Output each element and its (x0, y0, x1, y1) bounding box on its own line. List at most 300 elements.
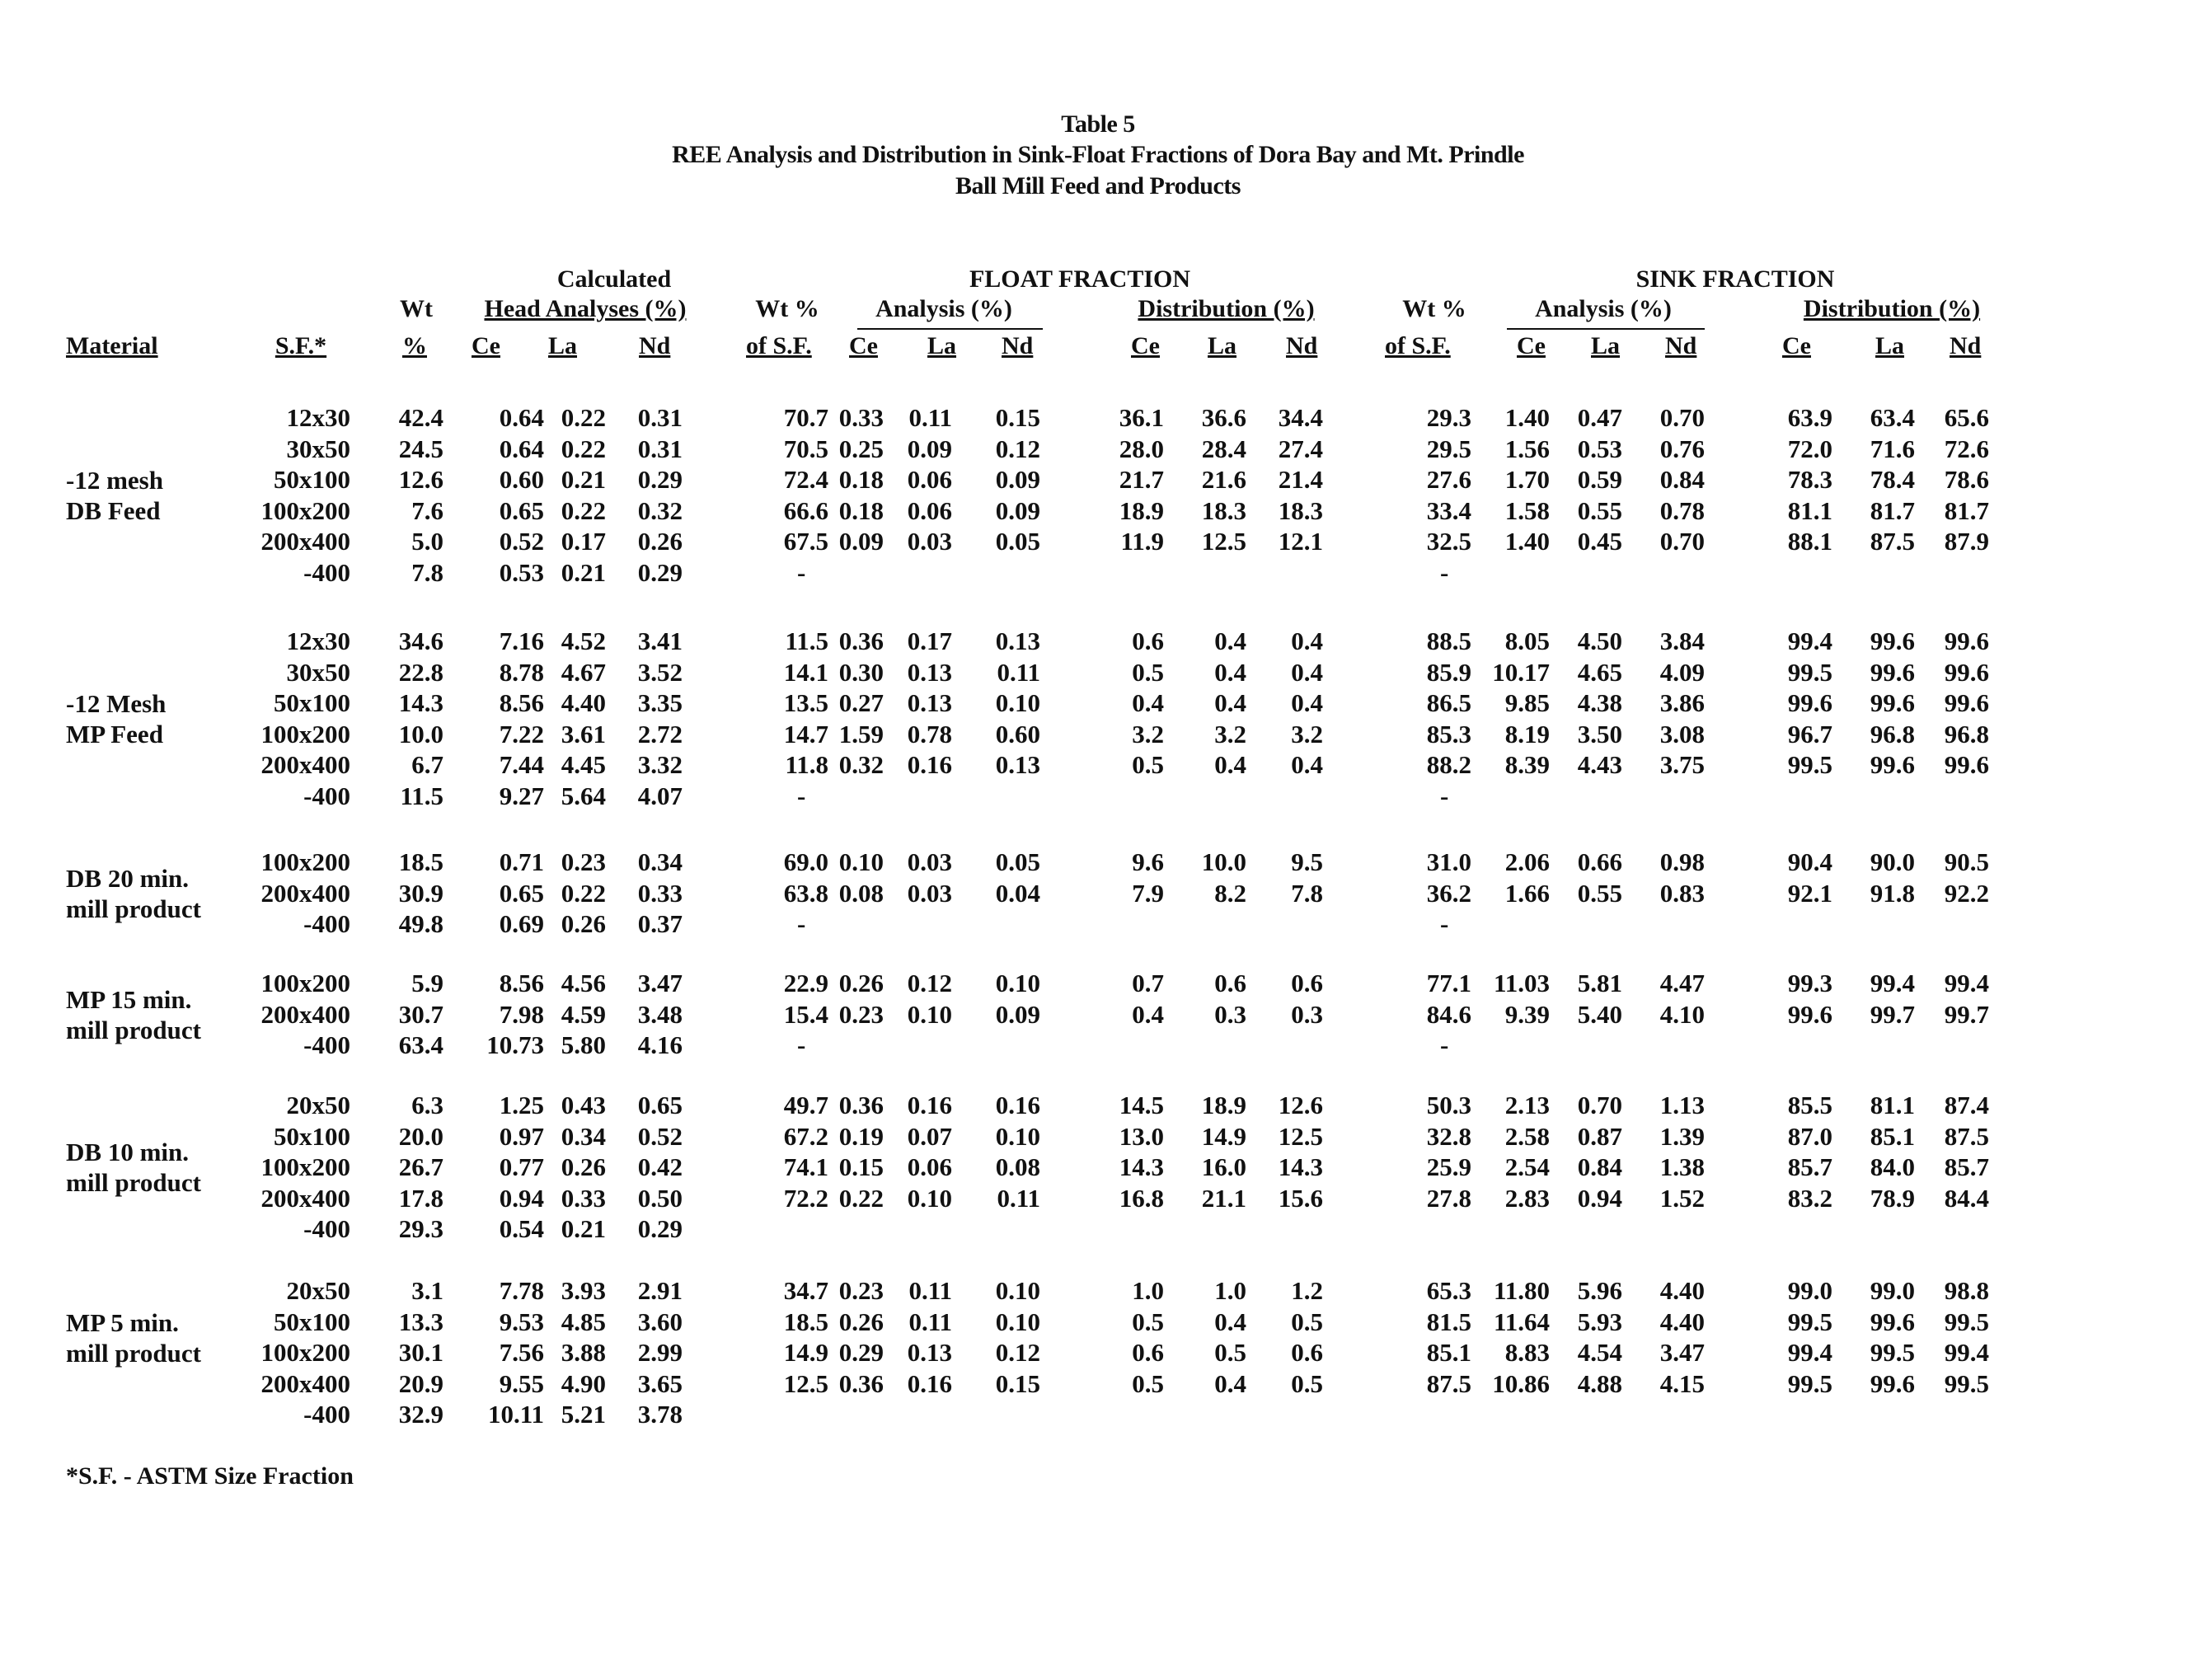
table-cell: 69.0 (783, 847, 828, 876)
float-analysis-header: Analysis (%) (875, 295, 1012, 322)
table-cell: 0.3 (1291, 999, 1323, 1029)
table-cell: 3.2 (1291, 719, 1323, 748)
table-cell: 0.69 (499, 909, 544, 938)
table-cell: 99.5 (1787, 750, 1832, 779)
table-cell: 0.16 (907, 1368, 952, 1398)
table-cell: 0.11 (908, 403, 952, 432)
table-cell: 0.05 (995, 527, 1040, 556)
table-cell: 85.3 (1426, 719, 1471, 748)
table-cell: 8.83 (1504, 1338, 1550, 1367)
table-cell: 5.96 (1577, 1276, 1622, 1305)
table-cell: 99.5 (1787, 1368, 1832, 1398)
material-label (66, 863, 201, 924)
table-cell: 49.7 (783, 1091, 828, 1119)
table-cell: 0.32 (838, 750, 884, 779)
table-cell: 0.7 (1132, 969, 1164, 997)
table-cell: 14.3 (398, 688, 443, 717)
table-cell: 0.03 (907, 527, 952, 556)
table-cell: 0.29 (637, 465, 683, 494)
table-cell: 0.4 (1291, 657, 1323, 687)
table-cell: 7.44 (499, 750, 544, 779)
table-cell: 0.83 (1659, 878, 1705, 908)
table-cell: 12.5 (1201, 527, 1246, 556)
table-cell: 7.98 (499, 999, 544, 1029)
table-cell: 4.40 (1659, 1307, 1705, 1336)
table-cell: 0.4 (1132, 999, 1164, 1029)
size-fraction-cell: 200x400 (260, 999, 350, 1029)
table-cell: 72.0 (1787, 434, 1832, 463)
table-cell: 0.66 (1577, 847, 1622, 876)
table-cell: 72.4 (783, 465, 828, 494)
table-cell: 4.88 (1577, 1368, 1622, 1398)
size-fraction-cell: 30x50 (286, 434, 350, 463)
table-cell: 0.70 (1577, 1091, 1622, 1119)
table-cell: 0.15 (995, 403, 1040, 432)
table-cell: 5.64 (561, 781, 606, 810)
table-cell: 0.21 (561, 1214, 606, 1243)
table-cell: 4.67 (561, 657, 606, 687)
table-cell: 13.3 (398, 1307, 443, 1336)
table-cell: 14.9 (783, 1338, 828, 1367)
table-cell: 36.1 (1119, 403, 1164, 432)
table-cell: 0.4 (1214, 688, 1246, 717)
table-cell: 88.5 (1426, 626, 1471, 655)
table-cell: 70.7 (783, 403, 828, 432)
table-cell: 0.4 (1214, 750, 1246, 779)
table-cell: 0.53 (499, 557, 544, 587)
table-cell: 85.1 (1426, 1338, 1471, 1367)
table-cell: 0.09 (838, 527, 884, 556)
table-cell: 0.16 (995, 1091, 1040, 1119)
table-cell: 85.1 (1870, 1121, 1915, 1151)
table-cell: 0.13 (907, 688, 952, 717)
table-cell: 5.0 (411, 527, 443, 556)
table-cell: 30.1 (398, 1338, 443, 1367)
table-cell: 6.7 (411, 750, 443, 779)
table-cell: 98.8 (1944, 1276, 1989, 1305)
table-cell: 0.22 (561, 495, 606, 525)
table-cell: 87.9 (1944, 527, 1989, 556)
table-cell: 9.39 (1504, 999, 1550, 1029)
table-cell: 99.4 (1944, 969, 1989, 997)
table-cell: 0.77 (499, 1152, 544, 1181)
sink-wt-pct-top: Wt % (1402, 295, 1466, 322)
table-cell: 0.25 (838, 434, 884, 463)
table-cell: 0.5 (1291, 1307, 1323, 1336)
float-wt-pct-bottom: of S.F. (746, 332, 812, 359)
table-cell: 78.9 (1870, 1183, 1915, 1213)
table-cell: 77.1 (1426, 969, 1471, 997)
table-cell: 0.4 (1214, 657, 1246, 687)
table-cell: 0.50 (637, 1183, 683, 1213)
table-cell: 36.2 (1426, 878, 1471, 908)
table-cell: 13.0 (1119, 1121, 1164, 1151)
table-cell: 8.2 (1214, 878, 1246, 908)
table-cell: 15.4 (783, 999, 828, 1029)
table-cell: 1.56 (1504, 434, 1550, 463)
table-cell: 33.4 (1426, 495, 1471, 525)
table-cell: 1.40 (1504, 527, 1550, 556)
table-cell: 4.16 (637, 1030, 683, 1059)
table-cell: 11.80 (1493, 1276, 1550, 1305)
table-cell: 0.4 (1291, 750, 1323, 779)
table-cell: 0.09 (995, 465, 1040, 494)
size-fraction-cell: 50x100 (274, 1121, 350, 1151)
table-cell: 4.10 (1659, 999, 1705, 1029)
size-fraction-cell: 200x400 (260, 1368, 350, 1398)
table-cell: 3.60 (637, 1307, 683, 1336)
table-cell: 4.59 (561, 999, 606, 1029)
material-label-line: mill product (66, 1338, 201, 1368)
table-cell: - (1440, 781, 1449, 810)
size-fraction-cell: 20x50 (286, 1276, 350, 1305)
table-cell: 0.03 (907, 878, 952, 908)
table-cell: 0.10 (838, 847, 884, 876)
table-cell: 4.45 (561, 750, 606, 779)
table-cell: 3.86 (1659, 688, 1705, 717)
table-cell: 81.1 (1787, 495, 1832, 525)
table-cell: 0.6 (1214, 969, 1246, 997)
table-cell: 3.52 (637, 657, 683, 687)
table-cell: 0.26 (637, 527, 683, 556)
table-cell: 28.4 (1201, 434, 1246, 463)
table-cell: 0.59 (1577, 465, 1622, 494)
table-cell: 0.13 (907, 1338, 952, 1367)
float-fraction-header: FLOAT FRACTION (969, 265, 1191, 293)
table-cell: 0.23 (838, 999, 884, 1029)
table-cell: 9.53 (499, 1307, 544, 1336)
table-cell: 10.73 (486, 1030, 544, 1059)
table-cell: 99.3 (1787, 969, 1832, 997)
size-fraction-cell: -400 (303, 781, 350, 810)
table-cell: 0.47 (1577, 403, 1622, 432)
sink-analysis-nd-header: Nd (1665, 332, 1697, 359)
table-cell: 0.08 (995, 1152, 1040, 1181)
table-cell: 99.6 (1870, 1307, 1915, 1336)
table-cell: 0.10 (907, 999, 952, 1029)
footnote: *S.F. - ASTM Size Fraction (66, 1462, 354, 1490)
table-cell: 0.22 (561, 434, 606, 463)
head-analyses-header: Head Analyses (%) (484, 295, 687, 322)
table-cell: 0.45 (1577, 527, 1622, 556)
table-cell: 18.5 (398, 847, 443, 876)
table-cell: 7.8 (411, 557, 443, 587)
material-label-line: MP 5 min. (66, 1307, 179, 1337)
material-label (66, 984, 201, 1045)
material-label (66, 1307, 201, 1368)
table-cell: 71.6 (1870, 434, 1915, 463)
table-cell: 67.5 (783, 527, 828, 556)
table-cell: 0.09 (995, 495, 1040, 525)
table-cell: 0.70 (1659, 527, 1705, 556)
table-cell: 4.65 (1577, 657, 1622, 687)
table-cell: 32.5 (1426, 527, 1471, 556)
table-cell: 0.76 (1659, 434, 1705, 463)
table-cell: 0.87 (1577, 1121, 1622, 1151)
table-cell: 0.04 (995, 878, 1040, 908)
table-cell: 99.6 (1944, 688, 1989, 717)
table-cell: 0.52 (637, 1121, 683, 1151)
table-cell: 0.03 (907, 847, 952, 876)
table-cell: 0.06 (907, 465, 952, 494)
size-fraction-cell: -400 (303, 1214, 350, 1243)
table-cell: 99.5 (1944, 1307, 1989, 1336)
table-cell: 0.33 (637, 878, 683, 908)
material-label-line: mill product (66, 894, 201, 923)
table-cell: 99.6 (1787, 999, 1832, 1029)
table-cell: 4.40 (1659, 1276, 1705, 1305)
table-cell: 0.78 (1659, 495, 1705, 525)
table-cell: - (797, 557, 806, 587)
table-cell: 1.38 (1659, 1152, 1705, 1181)
table-cell: 0.32 (637, 495, 683, 525)
table-cell: 85.7 (1787, 1152, 1832, 1181)
sink-wt-pct-bottom: of S.F. (1385, 332, 1451, 359)
table-cell: 87.0 (1787, 1121, 1832, 1151)
table-cell: 11.03 (1493, 969, 1550, 997)
table-cell: 4.85 (561, 1307, 606, 1336)
table-cell: 16.8 (1119, 1183, 1164, 1213)
table-cell: 9.55 (499, 1368, 544, 1398)
size-fraction-cell: 100x200 (260, 1152, 350, 1181)
table-cell: 63.8 (783, 878, 828, 908)
table-cell: 0.17 (561, 527, 606, 556)
table-cell: 0.94 (1577, 1183, 1622, 1213)
table-cell: 11.64 (1493, 1307, 1550, 1336)
table-cell: 1.0 (1132, 1276, 1164, 1305)
table-cell: 36.6 (1201, 403, 1246, 432)
size-fraction-cell: 30x50 (286, 657, 350, 687)
table-cell: 30.7 (398, 999, 443, 1029)
table-cell: 0.13 (907, 657, 952, 687)
table-cell: - (1440, 1030, 1449, 1059)
table-cell: 0.55 (1577, 878, 1622, 908)
table-cell: 10.86 (1492, 1368, 1550, 1398)
table-cell: 0.60 (995, 719, 1040, 748)
table-cell: 0.18 (838, 495, 884, 525)
table-cell: 8.39 (1504, 750, 1550, 779)
table-cell: 0.12 (995, 434, 1040, 463)
table-cell: 65.6 (1944, 403, 1989, 432)
table-cell: 9.27 (499, 781, 544, 810)
table-cell: 0.29 (637, 557, 683, 587)
sink-dist-nd-header: Nd (1950, 332, 1982, 359)
table-cell: 92.2 (1944, 878, 1989, 908)
table-cell: 0.34 (637, 847, 683, 876)
table-cell: 0.18 (838, 465, 884, 494)
table-cell: 99.6 (1944, 750, 1989, 779)
table-cell: 4.54 (1577, 1338, 1622, 1367)
table-cell: 34.6 (398, 626, 443, 655)
table-cell: 0.84 (1659, 465, 1705, 494)
table-cell: 88.1 (1787, 527, 1832, 556)
table-cell: 99.6 (1870, 657, 1915, 687)
table-cell: 0.64 (499, 403, 544, 432)
table-cell: 5.81 (1577, 969, 1622, 997)
table-cell: 22.9 (783, 969, 828, 997)
table-cell: 0.6 (1132, 626, 1164, 655)
table-cell: 11.5 (785, 626, 828, 655)
table-cell: 0.78 (907, 719, 952, 748)
float-analysis-ce-header: Ce (849, 332, 878, 359)
table-cell: 3.41 (637, 626, 683, 655)
table-cell: 0.13 (995, 750, 1040, 779)
table-cell: 6.3 (411, 1091, 443, 1119)
table-cell: 10.0 (1201, 847, 1246, 876)
table-cell: 7.22 (499, 719, 544, 748)
table-cell: 0.65 (637, 1091, 683, 1119)
table-cell: 14.9 (1201, 1121, 1246, 1151)
table-cell: 0.21 (561, 465, 606, 494)
table-cell: 29.3 (398, 1214, 443, 1243)
size-fraction-cell: 200x400 (260, 1183, 350, 1213)
table-cell: 99.6 (1870, 1368, 1915, 1398)
table-cell: 34.7 (783, 1276, 828, 1305)
table-cell: 99.5 (1787, 1307, 1832, 1336)
table-cell: 2.99 (637, 1338, 683, 1367)
table-cell: 25.9 (1426, 1152, 1471, 1181)
table-cell: 20.0 (398, 1121, 443, 1151)
table-cell: 21.7 (1119, 465, 1164, 494)
table-cell: 91.8 (1870, 878, 1915, 908)
table-cell: 0.15 (838, 1152, 884, 1181)
table-cell: 18.9 (1201, 1091, 1246, 1119)
table-cell: 72.6 (1944, 434, 1989, 463)
table-cell: 70.5 (783, 434, 828, 463)
table-cell: 87.5 (1944, 1121, 1989, 1151)
table-cell: 81.1 (1870, 1091, 1915, 1119)
table-cell: 0.06 (907, 1152, 952, 1181)
table-cell: 0.71 (499, 847, 544, 876)
table-cell: 4.47 (1659, 969, 1705, 997)
size-fraction-cell: 50x100 (274, 1307, 350, 1336)
table-cell: 5.80 (561, 1030, 606, 1059)
table-cell: 0.94 (499, 1183, 544, 1213)
table-cell: 0.29 (838, 1338, 884, 1367)
table-cell: 99.5 (1787, 657, 1832, 687)
table-cell: 0.11 (997, 657, 1040, 687)
table-cell: 0.16 (907, 750, 952, 779)
table-cell: 0.33 (838, 403, 884, 432)
table-cell: 66.6 (783, 495, 828, 525)
table-cell: 4.07 (637, 781, 683, 810)
table-cell: 8.19 (1504, 719, 1550, 748)
float-analysis-nd-header: Nd (1002, 332, 1034, 359)
table-cell: 0.22 (838, 1183, 884, 1213)
table-cell: 0.5 (1132, 1307, 1164, 1336)
float-dist-la-header: La (1208, 332, 1237, 359)
table-cell: - (1440, 909, 1449, 938)
table-cell: 34.4 (1278, 403, 1323, 432)
table-cell: 85.7 (1944, 1152, 1989, 1181)
table-cell: 10.17 (1492, 657, 1550, 687)
table-cell: 20.9 (398, 1368, 443, 1398)
table-cell: 99.5 (1944, 1368, 1989, 1398)
table-cell: 3.65 (637, 1368, 683, 1398)
table-cell: 81.5 (1426, 1307, 1471, 1336)
table-cell: 18.3 (1278, 495, 1323, 525)
table-cell: 0.10 (995, 688, 1040, 717)
size-fraction-cell: 50x100 (274, 465, 350, 494)
table-cell: 0.5 (1132, 657, 1164, 687)
table-cell: 1.40 (1504, 403, 1550, 432)
table-cell: 9.5 (1291, 847, 1323, 876)
table-cell: 99.6 (1944, 657, 1989, 687)
size-fraction-cell: 100x200 (260, 1338, 350, 1367)
table-cell: 7.56 (499, 1338, 544, 1367)
size-fraction-cell: -400 (303, 557, 350, 587)
table-cell: 0.54 (499, 1214, 544, 1243)
table-cell: 5.9 (411, 969, 443, 997)
material-label (66, 688, 166, 749)
table-cell: 99.6 (1944, 626, 1989, 655)
table-cell: 28.0 (1119, 434, 1164, 463)
table-subtitle-2: Ball Mill Feed and Products (955, 172, 1241, 199)
table-cell: 67.2 (783, 1121, 828, 1151)
table-cell: 99.4 (1787, 626, 1832, 655)
table-cell: 32.9 (398, 1400, 443, 1429)
table-cell: 0.05 (995, 847, 1040, 876)
table-cell: 0.43 (561, 1091, 606, 1119)
table-cell: 27.4 (1278, 434, 1323, 463)
table-cell: 87.5 (1426, 1368, 1471, 1398)
table-cell: 84.0 (1870, 1152, 1915, 1181)
sink-distribution-header: Distribution (%) (1803, 295, 1981, 322)
table-cell: 0.10 (995, 1307, 1040, 1336)
table-cell: 12.1 (1278, 527, 1323, 556)
table-cell: 0.5 (1132, 750, 1164, 779)
table-cell: 87.4 (1944, 1091, 1989, 1119)
table-cell: 0.11 (997, 1183, 1040, 1213)
table-cell: 0.31 (637, 434, 683, 463)
table-cell: 81.7 (1944, 495, 1989, 525)
table-cell: 0.09 (907, 434, 952, 463)
table-cell: 3.48 (637, 999, 683, 1029)
table-cell: 7.16 (499, 626, 544, 655)
table-cell: 0.11 (908, 1307, 952, 1336)
table-cell: 7.6 (411, 495, 443, 525)
table-cell: - (797, 909, 806, 938)
table-cell: 84.6 (1426, 999, 1471, 1029)
sink-fraction-header: SINK FRACTION (1635, 265, 1835, 293)
table-cell: 90.4 (1787, 847, 1832, 876)
table-cell: 1.0 (1214, 1276, 1246, 1305)
table-cell: 0.37 (637, 909, 683, 938)
table-cell: 5.93 (1577, 1307, 1622, 1336)
size-fraction-cell: 100x200 (260, 847, 350, 876)
table-cell: 0.17 (907, 626, 952, 655)
table-cell: 0.26 (838, 969, 884, 997)
table-cell: 8.56 (499, 688, 544, 717)
table-cell: 63.4 (1870, 403, 1915, 432)
table-cell: 78.4 (1870, 465, 1915, 494)
table-cell: 0.6 (1132, 1338, 1164, 1367)
table-cell: 0.27 (838, 688, 884, 717)
table-cell: 0.06 (907, 495, 952, 525)
sink-analysis-rule (1507, 328, 1705, 330)
size-fraction-cell: 100x200 (260, 969, 350, 997)
table-cell: 85.9 (1426, 657, 1471, 687)
table-cell: 4.56 (561, 969, 606, 997)
table-cell: 0.26 (561, 909, 606, 938)
table-cell: 2.83 (1504, 1183, 1550, 1213)
size-fraction-cell: -400 (303, 1400, 350, 1429)
table-cell: 0.5 (1132, 1368, 1164, 1398)
table-cell: - (797, 781, 806, 810)
table-cell: 26.7 (398, 1152, 443, 1181)
table-cell: 0.26 (838, 1307, 884, 1336)
table-cell: 3.47 (1659, 1338, 1705, 1367)
